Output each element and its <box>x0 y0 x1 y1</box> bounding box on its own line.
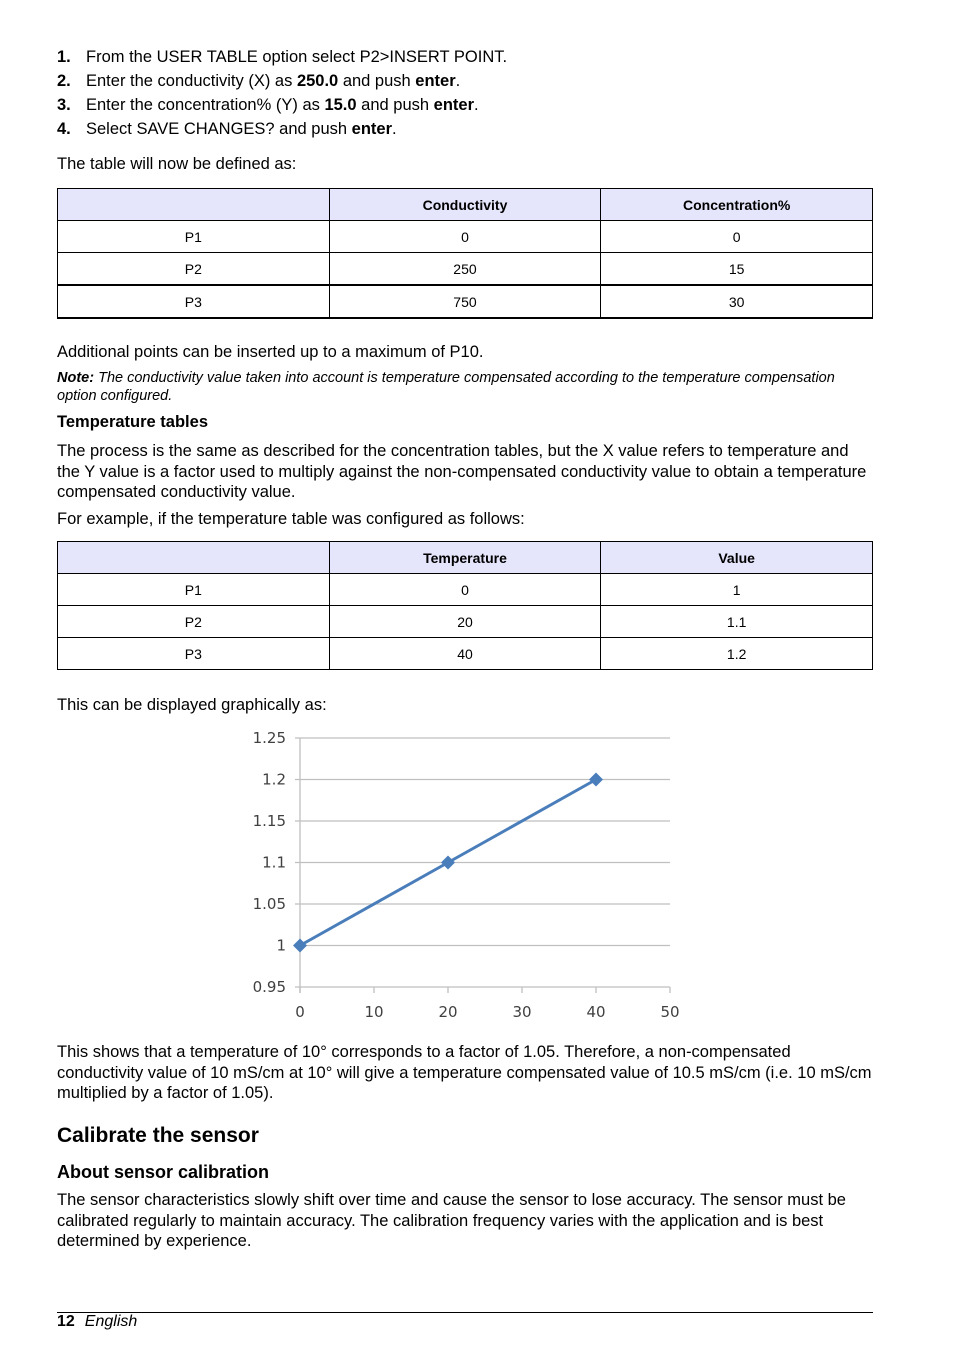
footer-language: English <box>84 1313 138 1330</box>
step-text: Select SAVE CHANGES? and push <box>86 120 352 138</box>
table-cell: P1 <box>58 221 330 253</box>
step-2 <box>57 69 507 93</box>
y-tick-label: 1 <box>276 936 286 955</box>
diamond-marker-icon <box>589 773 603 787</box>
section-heading-calibrate: Calibrate the sensor <box>57 1124 259 1147</box>
step-number: 4. <box>57 120 71 138</box>
note <box>57 369 837 405</box>
y-tick-label: 1.1 <box>262 853 286 872</box>
step-number: 1. <box>57 48 71 66</box>
graph-intro: This can be displayed graphically as: <box>57 696 327 714</box>
example-intro: For example, if the temperature table was configured as follows: <box>57 510 525 528</box>
step-text: Enter the concentration% (Y) as <box>86 96 325 114</box>
graph-explanation: This shows that a temperature of 10° corresponds to a factor of 1.05. Therefore, a non-compensated conductivity value of 10 mS/cm at 10° will give a temperature compensated value of 10.5 mS/cm (i.e. 10 mS/cm multiplied by a factor of 1.05). <box>57 1043 872 1102</box>
value-bold: 15.0 <box>324 96 357 114</box>
table-cell: 30 <box>601 285 873 318</box>
table-cell: 0 <box>329 221 601 253</box>
subsection-heading-about-calibration: About sensor calibration <box>57 1162 270 1182</box>
value-bold: 250.0 <box>296 72 339 90</box>
table-cell: 0 <box>329 574 601 606</box>
step-text: Enter the conductivity (X) as <box>86 72 297 90</box>
x-tick-label: 10 <box>364 1003 384 1021</box>
footer-divider <box>57 1312 873 1313</box>
table-cell: 1 <box>601 574 873 606</box>
table-cell: P3 <box>58 285 330 318</box>
diamond-marker-icon <box>441 856 455 870</box>
x-tick-label: 40 <box>586 1003 606 1021</box>
x-tick-label: 20 <box>438 1003 458 1021</box>
x-tick-label: 0 <box>295 1003 305 1021</box>
y-tick-label: 1.05 <box>252 895 286 913</box>
y-tick-label: 1.25 <box>252 729 286 747</box>
key-bold: enter <box>433 96 474 114</box>
key-bold: enter <box>351 120 393 138</box>
table-cell: 750 <box>329 285 601 318</box>
y-tick-label: 0.95 <box>252 978 286 996</box>
step-1 <box>57 45 507 69</box>
table-cell: 250 <box>329 253 601 286</box>
x-tick-label: 50 <box>660 1003 680 1021</box>
table-cell: P2 <box>58 253 330 286</box>
procedure-steps <box>57 45 507 141</box>
note-text: The conductivity value taken into account is temperature compensated according to the temperature compensation option configured. <box>57 370 835 404</box>
y-tick-label: 1.2 <box>262 770 286 789</box>
temperature-factor-chart <box>247 725 687 1030</box>
line-chart <box>247 725 687 1030</box>
table-row <box>58 285 873 318</box>
table-cell: 0 <box>601 221 873 253</box>
note-label: Note: <box>57 370 95 386</box>
punctuation: . <box>455 72 461 90</box>
table-row <box>58 606 873 638</box>
table-header-row <box>58 189 873 221</box>
page-number: 12 <box>57 1313 75 1330</box>
step-text: From the USER TABLE option select P2>INSERT POINT. <box>86 48 508 66</box>
step-text: and push <box>356 96 434 114</box>
step-text: and push <box>338 72 416 90</box>
step-3 <box>57 93 507 117</box>
additional-points-text: Additional points can be inserted up to a maximum of P10. <box>57 343 484 361</box>
table-cell: 20 <box>329 606 601 638</box>
table-cell: P1 <box>58 574 330 606</box>
temperature-description: The process is the same as described for the concentration tables, but the X value refers to temperature and the Y value is a factor used to multiply against the non-compensated conductivity value to obtain a temperature compensated conductivity value. <box>57 442 867 501</box>
header-cell <box>58 542 330 574</box>
table-cell: 1.2 <box>601 638 873 670</box>
header-cell: Value <box>601 542 873 574</box>
table-cell: 40 <box>329 638 601 670</box>
table-row <box>58 638 873 670</box>
table-cell: 15 <box>601 253 873 286</box>
header-cell: Conductivity <box>329 189 601 221</box>
step-4 <box>57 117 507 141</box>
temperature-table <box>57 541 873 670</box>
table-intro: The table will now be defined as: <box>57 155 297 173</box>
punctuation: . <box>392 120 397 138</box>
table-row <box>58 253 873 286</box>
y-tick-label: 1.15 <box>252 812 286 830</box>
table-row <box>58 221 873 253</box>
diamond-marker-icon <box>293 939 307 953</box>
table-header-row <box>58 542 873 574</box>
table-cell: P2 <box>58 606 330 638</box>
x-tick-label: 30 <box>512 1003 532 1021</box>
section-heading-temperature-tables: Temperature tables <box>57 413 208 431</box>
table-row <box>58 574 873 606</box>
table-cell: 1.1 <box>601 606 873 638</box>
calibration-body: The sensor characteristics slowly shift over time and cause the sensor to lose accuracy. The sensor must be calibrated regularly to maintain accuracy. The calibration frequency varies with the application and is best determined by experience. <box>57 1191 846 1250</box>
step-number: 2. <box>57 72 71 90</box>
header-cell: Concentration% <box>601 189 873 221</box>
step-number: 3. <box>57 96 71 114</box>
table-cell: P3 <box>58 638 330 670</box>
concentration-table <box>57 188 873 319</box>
header-cell: Temperature <box>329 542 601 574</box>
header-cell <box>58 189 330 221</box>
page-footer <box>57 1313 137 1331</box>
key-bold: enter <box>415 72 456 90</box>
punctuation: . <box>474 96 479 114</box>
